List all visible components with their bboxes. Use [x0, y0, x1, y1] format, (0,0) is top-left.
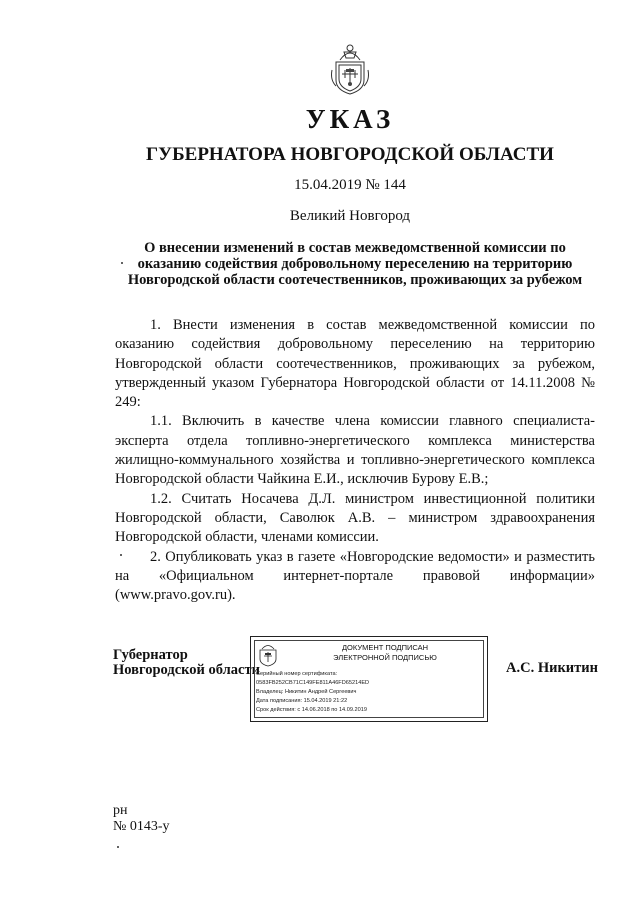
paragraph-2: 2. Опубликовать указ в газете «Новгородские ведомости» и разместить на «Официальном интернет-портале правовой информации» (www.pravo.gov.ru).: [115, 548, 595, 604]
coat-of-arms-icon: [328, 40, 372, 96]
stamp-details: [256, 670, 369, 715]
stray-mark: [121, 262, 123, 264]
paragraph-1: 1. Внести изменения в состав межведомственной комиссии по оказанию содействия добровольному переселению на территорию Новгородской области соотечественников, проживающих за рубежом, утвержденный указом Губернатора Новгородской области от 14.11.2008 № 249:: [115, 317, 595, 411]
subject-line: О внесении изменений в состав межведомственной комиссии по: [144, 240, 566, 256]
cert-validity: Срок действия: с 14.06.2018 по 14.09.2019: [256, 707, 367, 713]
stamp-heading: [285, 643, 485, 663]
document-subtitle: ГУБЕРНАТОРА НОВГОРОДСКОЙ ОБЛАСТИ: [146, 144, 554, 165]
sign-date: Дата подписания: 15.04.2019 21:22: [256, 698, 348, 704]
document-title: УКАЗ: [305, 104, 395, 134]
signatory-position: [113, 648, 260, 678]
subject-line: оказанию содействия добровольному переселению на территорию: [137, 256, 573, 272]
electronic-signature-stamp: [250, 636, 488, 722]
subject-line: Новгородской области соотечественников, проживающих за рубежом: [127, 272, 583, 288]
document-footer: [113, 803, 170, 835]
cert-label: Серийный номер сертификата:: [256, 671, 338, 677]
signatory-name: А.С. Никитин: [506, 660, 598, 676]
coat-of-arms-small-icon: [257, 641, 279, 667]
cert-owner: Владелец: Никитин Андрей Сергеевич: [256, 689, 357, 695]
position-line: Губернатор: [113, 647, 188, 663]
footer-initials: рн: [113, 803, 128, 818]
stamp-heading-line: ДОКУМЕНТ ПОДПИСАН: [341, 643, 429, 652]
stray-mark: [120, 554, 122, 556]
cert-number: 0583FB252CB71C149FE811A46FD65214ED: [256, 680, 370, 686]
position-line: Новгородской области: [113, 662, 260, 678]
date-number-line: 15.04.2019 № 144: [294, 177, 406, 193]
decree-body: [115, 316, 595, 605]
subject-heading: [115, 240, 595, 288]
footer-registration-number: № 0143-у: [113, 819, 170, 834]
stray-mark: [117, 846, 119, 848]
city-line: Великий Новгород: [289, 208, 411, 224]
paragraph-1-2: 1.2. Считать Носачева Д.Л. министром инвестиционной политики Новгородской области, Саволюк А.В. – министром здравоохранения Новгородской области, членами комиссии.: [115, 490, 595, 546]
stamp-heading-line: ЭЛЕКТРОННОЙ ПОДПИСЬЮ: [333, 653, 437, 662]
paragraph-1-1: 1.1. Включить в качестве члена комиссии главного специалиста-эксперта отдела топливно-энергетического комплекса министерства жилищно-коммунального хозяйства и топливно-энергетического комплекса Новгородской области Чайкина Е.И., исключив Бурову Е.В.;: [115, 413, 595, 488]
